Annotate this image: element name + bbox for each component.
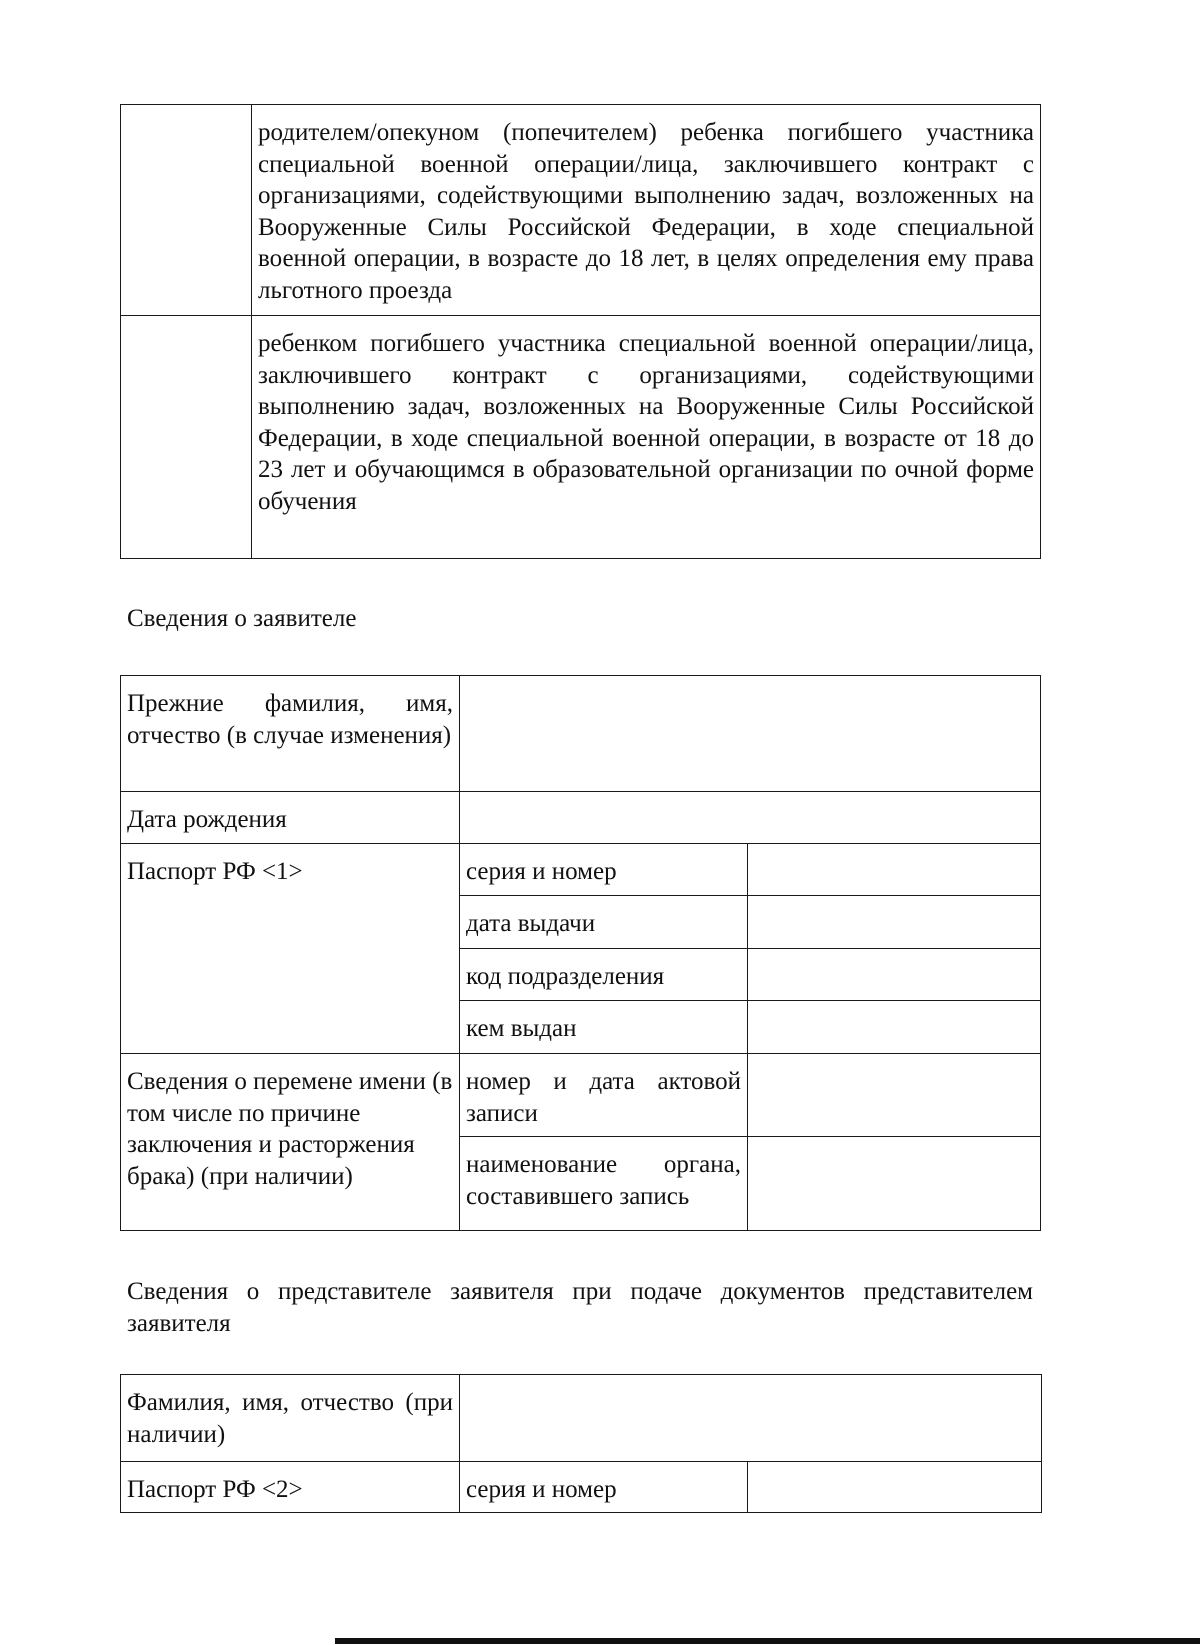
passport-row	[121, 844, 1041, 896]
name-change-field-label-cell	[460, 1054, 748, 1137]
prev-name-input[interactable]	[460, 676, 1041, 792]
category-row	[121, 316, 1041, 559]
passport-label-cell	[121, 844, 460, 1054]
rep-passport-field-label-cell	[460, 1462, 748, 1513]
page-bottom-rule	[335, 1638, 1200, 1644]
record-authority-label: наименование органа, составившего запись	[466, 1151, 741, 1210]
passport-division-code-label: код подразделения	[466, 963, 665, 990]
passport-field-label-cell	[460, 1001, 748, 1054]
name-change-label: Сведения о перемене имени (в том числе по причине заключения и расторжения брака) (при наличии)	[127, 1068, 453, 1190]
record-number-date-input[interactable]	[748, 1054, 1041, 1137]
category-code-cell	[121, 316, 252, 559]
prev-name-row	[121, 676, 1041, 792]
passport-issued-by-label: кем выдан	[466, 1015, 577, 1042]
category-text-cell	[252, 316, 1041, 559]
applicant-section-heading: Сведения о заявителе	[127, 605, 357, 632]
prev-name-label-cell	[121, 676, 460, 792]
rep-passport-row	[121, 1462, 1042, 1513]
category-code-cell	[121, 105, 252, 316]
passport-series-input[interactable]	[748, 844, 1041, 896]
representative-section-heading: Сведения о представителе заявителя при подаче документов представителем заявителя	[127, 1278, 1033, 1337]
category-row	[121, 105, 1041, 316]
rep-name-label: Фамилия, имя, отчество (при наличии)	[127, 1389, 453, 1448]
record-number-date-label: номер и дата актовой записи	[466, 1068, 741, 1127]
birth-date-label: Дата рождения	[127, 806, 287, 833]
passport-series-label: серия и номер	[466, 858, 617, 885]
category-text-cell	[252, 105, 1041, 316]
record-authority-input[interactable]	[748, 1137, 1041, 1231]
passport-field-label-cell	[460, 949, 748, 1001]
rep-name-input[interactable]	[460, 1375, 1042, 1462]
passport-field-label-cell	[460, 844, 748, 896]
prev-name-label: Прежние фамилия, имя, отчество (в случае изменения)	[127, 690, 453, 749]
applicant-table	[120, 675, 1041, 1231]
name-change-row	[121, 1054, 1041, 1137]
rep-passport-label-cell	[121, 1462, 460, 1513]
passport-field-label-cell	[460, 896, 748, 949]
rep-name-label-cell	[121, 1375, 460, 1462]
birth-date-row	[121, 792, 1041, 844]
rep-passport-label: Паспорт РФ <2>	[127, 1476, 303, 1503]
passport-label: Паспорт РФ <1>	[127, 858, 303, 885]
category-text: родителем/опекуном (попечителем) ребенка погибшего участника специальной военной операции/лица, заключившего контракт с организациями, содействующими выполнению задач, возложенных на Вооруженные Силы Российской Федерации, в ходе специальной военной операции, в возрасте до 18 лет, в целях определения ему права льготного проезда	[258, 119, 1034, 304]
rep-passport-series-input[interactable]	[748, 1462, 1042, 1513]
birth-date-label-cell	[121, 792, 460, 844]
birth-date-input[interactable]	[460, 792, 1041, 844]
name-change-label-cell	[121, 1054, 460, 1231]
name-change-field-label-cell	[460, 1137, 748, 1231]
category-table	[120, 104, 1041, 559]
passport-issue-date-label: дата выдачи	[466, 910, 596, 937]
rep-passport-series-label: серия и номер	[466, 1476, 617, 1503]
passport-issue-date-input[interactable]	[748, 896, 1041, 949]
passport-division-code-input[interactable]	[748, 949, 1041, 1001]
category-text: ребенком погибшего участника специальной военной операции/лица, заключившего контракт с организациями, содействующими выполнению задач, возложенных на Вооруженные Силы Российской Федерации, в ходе специальной военной операции, в возрасте от 18 до 23 лет и обучающимся в образовательной организации по очной форме обучения	[258, 330, 1034, 515]
rep-name-row	[121, 1375, 1042, 1462]
representative-table	[120, 1374, 1042, 1513]
passport-issued-by-input[interactable]	[748, 1001, 1041, 1054]
